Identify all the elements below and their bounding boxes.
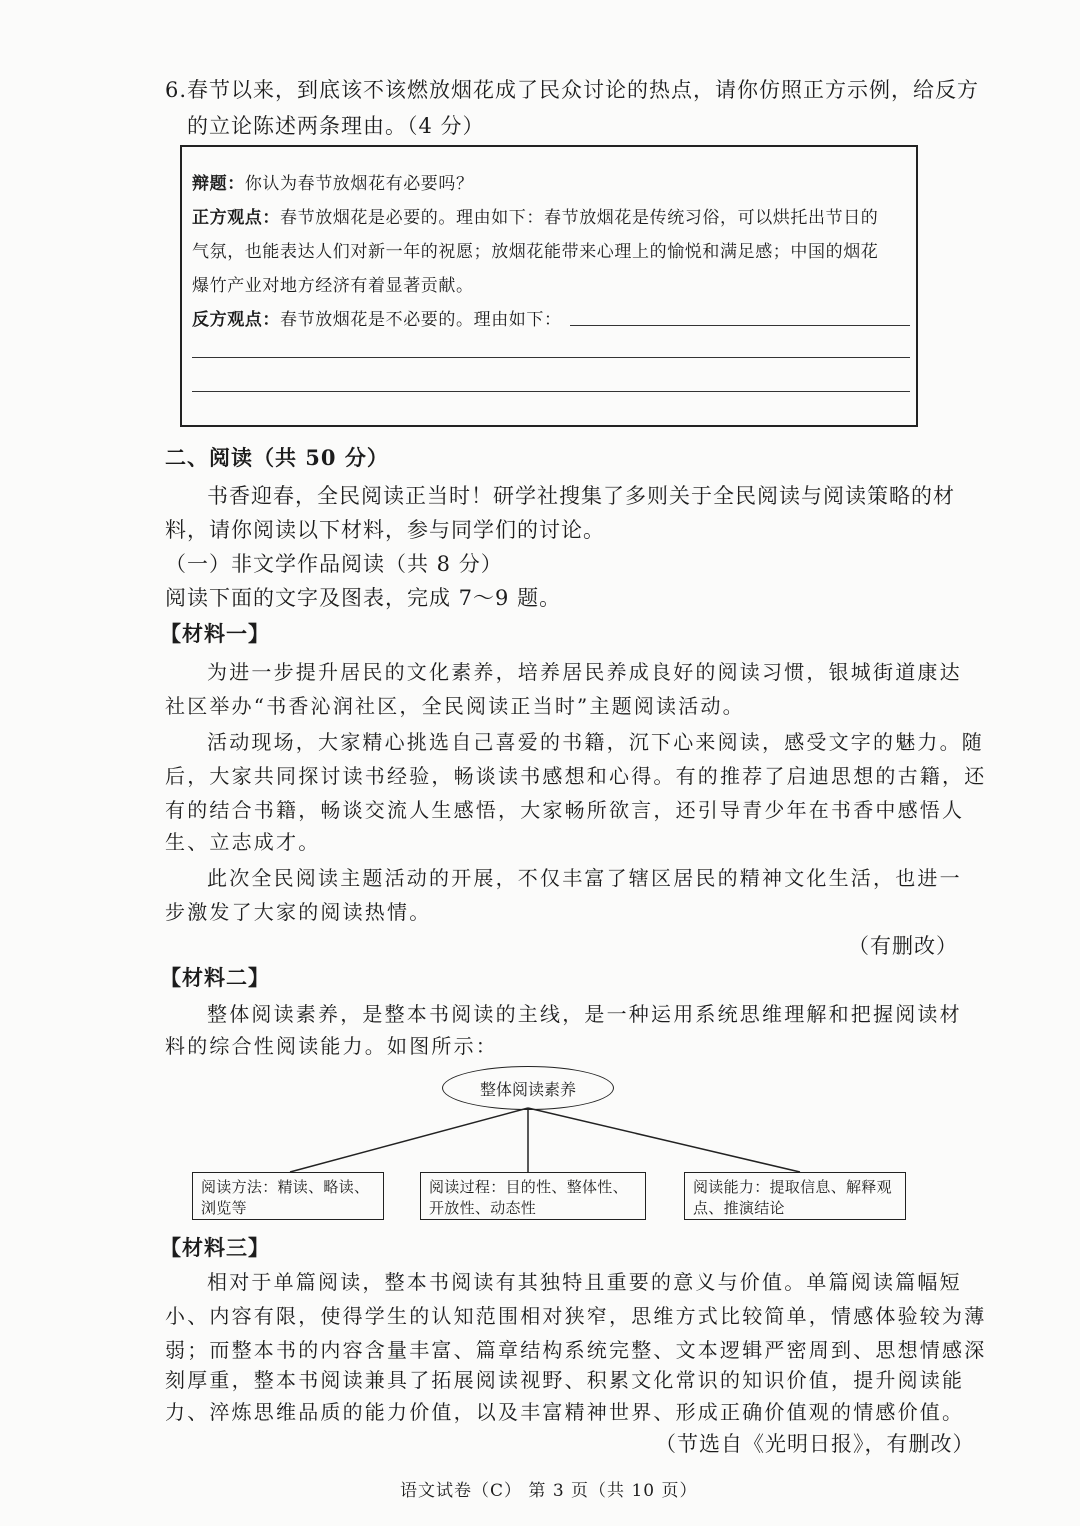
pro-label: 正方观点：: [192, 208, 280, 228]
material-3-line: 刻厚重，整本书阅读兼具了拓展阅读视野、积累文化常识的知识价值，提升阅读能: [165, 1368, 965, 1392]
page-footer: 语文试卷（C） 第 3 页（共 10 页）: [400, 1481, 698, 1501]
material-2-line-2: 料的综合性阅读能力。如图所示：: [165, 1034, 498, 1058]
material-1-line: 社区举办“书香沁润社区，全民阅读正当时”主题阅读活动。: [165, 694, 745, 718]
diagram-node-method: 阅读方法：精读、略读、浏览等: [192, 1172, 384, 1220]
material-1-line: 有的结合书籍，畅谈交流人生感悟，大家畅所欲言，还引导青少年在书香中感悟人: [165, 798, 965, 822]
material-1-line: 活动现场，大家精心挑选自己喜爱的书籍，沉下心来阅读，感受文字的魅力。随: [207, 730, 984, 754]
material-1-line: 步激发了大家的阅读热情。: [165, 900, 432, 924]
pro-line-3: 爆竹产业对地方经济有着显著贡献。: [192, 276, 474, 296]
question-6-line1: 6.春节以来，到底该不该燃放烟花成了民众讨论的热点，请你仿照正方示例，给反方: [165, 78, 980, 102]
material-3-source: （节选自《光明日报》，有删改）: [655, 1432, 975, 1456]
material-2-line-1: 整体阅读素养，是整本书阅读的主线，是一种运用系统思维理解和把握阅读材: [207, 1002, 962, 1026]
instruction: 阅读下面的文字及图表，完成 7～9 题。: [165, 586, 562, 610]
diagram-node-ability: 阅读能力：提取信息、解释观点、推演结论: [684, 1172, 906, 1220]
subsection-heading: （一）非文学作品阅读（共 8 分）: [165, 552, 503, 576]
material-2-title: 【材料二】: [160, 965, 270, 990]
section-2-heading: 二、阅读（共 50 分）: [165, 445, 389, 470]
material-1-line: 为进一步提升居民的文化素养，培养居民养成良好的阅读习惯，银城街道康达: [207, 660, 962, 684]
material-1-title: 【材料一】: [160, 621, 270, 646]
material-1-line: 此次全民阅读主题活动的开展，不仅丰富了辖区居民的精神文化生活，也进一: [207, 866, 962, 890]
pro-text-1: 春节放烟花是必要的。理由如下：春节放烟花是传统习俗，可以烘托出节日的: [280, 208, 879, 228]
con-text: 春节放烟花是不必要的。理由如下：: [280, 310, 562, 330]
material-3-line: 力、淬炼思维品质的能力价值，以及丰富精神世界、形成正确价值观的情感价值。: [165, 1400, 965, 1424]
pro-line-2: 气氛，也能表达人们对新一年的祝愿；放烟花能带来心理上的愉悦和满足感；中国的烟花: [192, 242, 879, 262]
question-6-line2: 的立论陈述两条理由。（4 分）: [187, 114, 485, 138]
material-3-line: 小、内容有限，使得学生的认知范围相对狭窄，思维方式比较简单，情感体验较为薄: [165, 1304, 987, 1328]
material-3-line: 相对于单篇阅读，整本书阅读有其独特且重要的意义与价值。单篇阅读篇幅短: [207, 1270, 962, 1294]
material-3-title: 【材料三】: [160, 1235, 270, 1260]
topic-text: 你认为春节放烟花有必要吗？: [244, 174, 474, 194]
topic-label: 辩题：: [192, 174, 245, 194]
con-label: 反方观点：: [192, 310, 280, 330]
material-1-note: （有删改）: [848, 934, 958, 958]
section-2-intro-1: 书香迎春，全民阅读正当时！研学社搜集了多则关于全民阅读与阅读策略的材: [207, 484, 955, 508]
section-2-intro-2: 料，请你阅读以下材料，参与同学们的讨论。: [165, 518, 605, 542]
diagram-node-process: 阅读过程：目的性、整体性、开放性、动态性: [420, 1172, 646, 1220]
material-1-line: 生、立志成才。: [165, 830, 321, 854]
diagram-root-node: 整体阅读素养: [442, 1066, 614, 1110]
material-1-line: 后，大家共同探讨读书经验，畅谈读书感想和心得。有的推荐了启迪思想的古籍，还: [165, 764, 987, 788]
material-3-line: 弱；而整本书的内容含量丰富、篇章结构系统完整、文本逻辑严密周到、思想情感深: [165, 1338, 987, 1362]
